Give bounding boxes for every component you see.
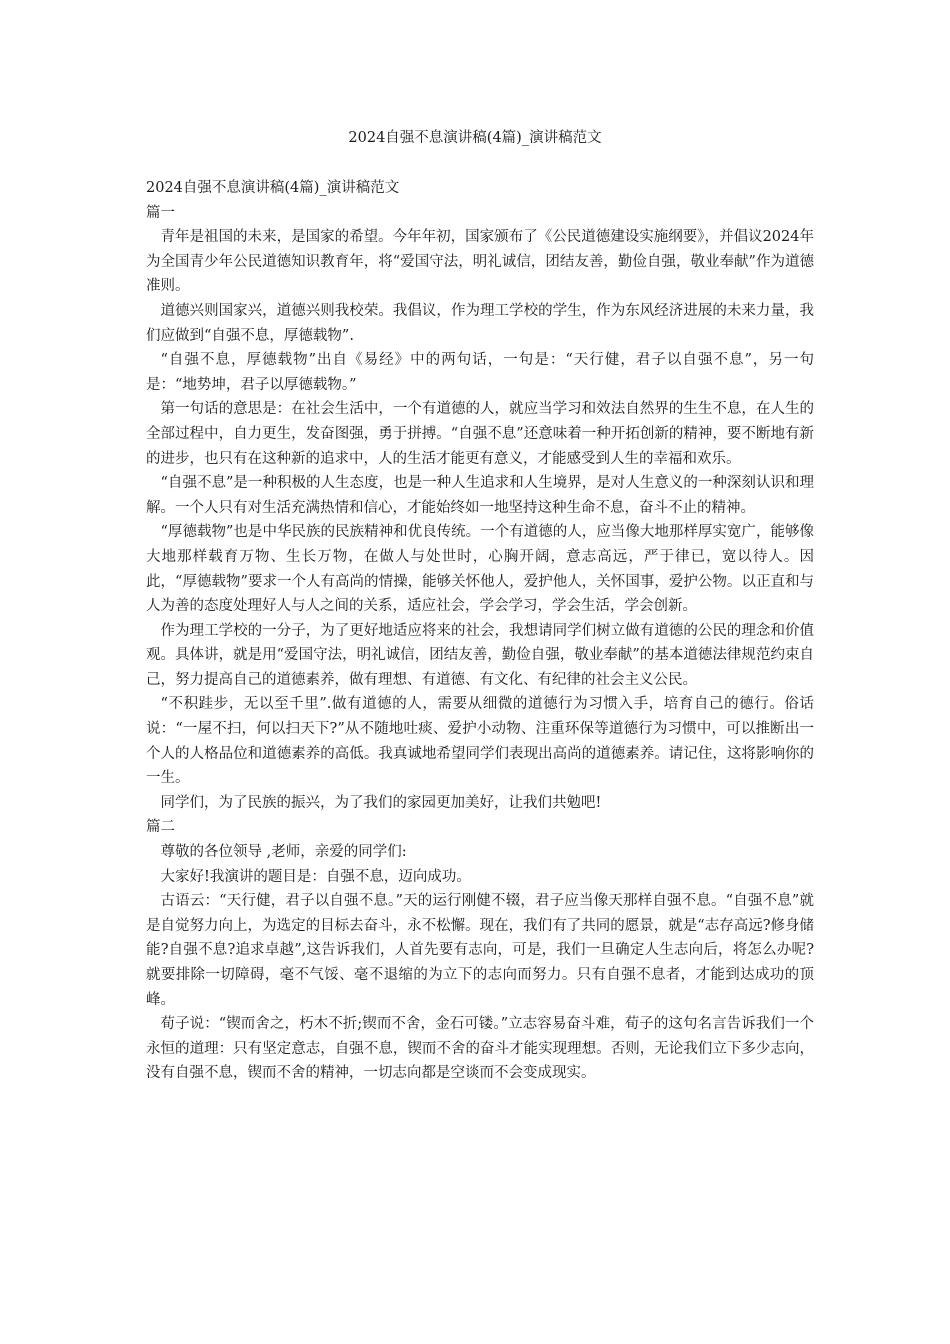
paragraph: 荀子说：“锲而舍之，朽木不折;锲而不舍，金石可镂。”立志容易奋斗难，荀子的这句名言告诉我们一个永恒的道理：只有坚定意志，自强不息，锲而不舍的奋斗才能实现理想。否则，无论我们立下多少志向，没有自强不息，锲而不舍的精神，一切志向都是空谈而不会变成现实。 — [146, 1016, 814, 1082]
paragraph: 作为理工学校的一分子，为了更好地适应将来的社会，我想请同学们树立做有道德的公民的理念和价值观。具体讲，就是用“爱国守法，明礼诚信，团结友善，勤俭自强，敬业奉献”的基本道德法律规范约束自己，努力提高自己的道德素养，做有理想、有道德、有文化、有纪律的社会主义公民。 — [146, 622, 814, 688]
paragraph: 道德兴则国家兴，道德兴则我校荣。我倡议，作为理工学校的学生，作为东风经济进展的未来力量，我们应做到“自强不息，厚德载物”. — [146, 302, 814, 344]
section-heading-2: 篇二 — [146, 819, 175, 836]
page-title: 2024自强不息演讲稿(4篇)_演讲稿范文 — [348, 130, 602, 146]
document-body — [146, 176, 814, 1086]
paragraph: “自强不息，厚德载物”出自《易经》中的两句话，一句是：“天行健，君子以自强不息”，另一句是：“地势坤，君子以厚德载物。” — [146, 352, 814, 393]
paragraph: 尊敬的各位领导 ,老师，亲爱的同学们: — [160, 844, 407, 861]
document-subtitle: 2024自强不息演讲稿(4篇)_演讲稿范文 — [146, 180, 400, 196]
paragraph: 青年是祖国的未来，是国家的希望。今年年初，国家颁布了《公民道德建设实施纲要》，并倡议2024年为全国青少年公民道德知识教育年，将“爱国守法，明礼诚信，团结友善，勤俭自强，敬业奉献”作为道德准则。 — [146, 229, 814, 295]
paragraph: 第一句话的意思是：在社会生活中，一个有道德的人，就应当学习和效法自然界的生生不息，在人生的全部过程中，自力更生，发奋图强，勇于拼搏。“自强不息”还意味着一种开拓创新的精神，要不断地有新的进步，也只有在这种新的追求中，人的生活才能更有意义，才能感受到人生的幸福和欢乐。 — [146, 401, 814, 467]
paragraph: 古语云：“天行健，君子以自强不息。”天的运行刚健不辍，君子应当像天那样自强不息。“自强不息”就是自觉努力向上，为选定的目标去奋斗，永不松懈。现在，我们有了共同的愿景，就是“志存高远?修身储能?自强不息?追求卓越”,这告诉我们，人首先要有志向，可是，我们一旦确定人生志向后，将怎么办呢?就要排除一切障碍，毫不气馁、毫不退缩的为立下的志向而努力。只有自强不息者，才能到达成功的顶峰。 — [146, 893, 814, 1008]
paragraph: 同学们，为了民族的振兴，为了我们的家园更加美好，让我们共勉吧! — [160, 794, 602, 811]
paragraph: 大家好!我演讲的题目是：自强不息，迈向成功。 — [160, 868, 471, 885]
paragraph: “不积跬步，无以至千里”.做有道德的人，需要从细微的道德行为习惯入手，培育自己的德行。俗话说：“一屋不扫，何以扫天下?”从不随地吐痰、爱护小动物、注重环保等道德行为习惯中，可以推断出一个人的人格品位和道德素养的高低。我真诚地希望同学们表现出高尚的道德素养。请记住，这将影响你的一生。 — [146, 696, 814, 787]
paragraph: “自强不息”是一种积极的人生态度，也是一种人生追求和人生境界，是对人生意义的一种深刻认识和理解。一个人只有对生活充满热情和信心，才能始终如一地坚持这种生命不息，奋斗不止的精神。 — [146, 475, 814, 516]
section-heading-1: 篇一 — [146, 204, 175, 221]
paragraph: “厚德载物”也是中华民族的民族精神和优良传统。一个有道德的人，应当像大地那样厚实宽广，能够像大地那样载育万物、生长万物，在做人与处世时，心胸开阔，意志高远，严于律已，宽以待人。因此，“厚德载物”要求一个人有高尚的情操，能够关怀他人，爱护他人，关怀国事，爱护公物。以正直和与人为善的态度处理好人与人之间的关系，适应社会，学会学习，学会生活，学会创新。 — [146, 524, 814, 615]
